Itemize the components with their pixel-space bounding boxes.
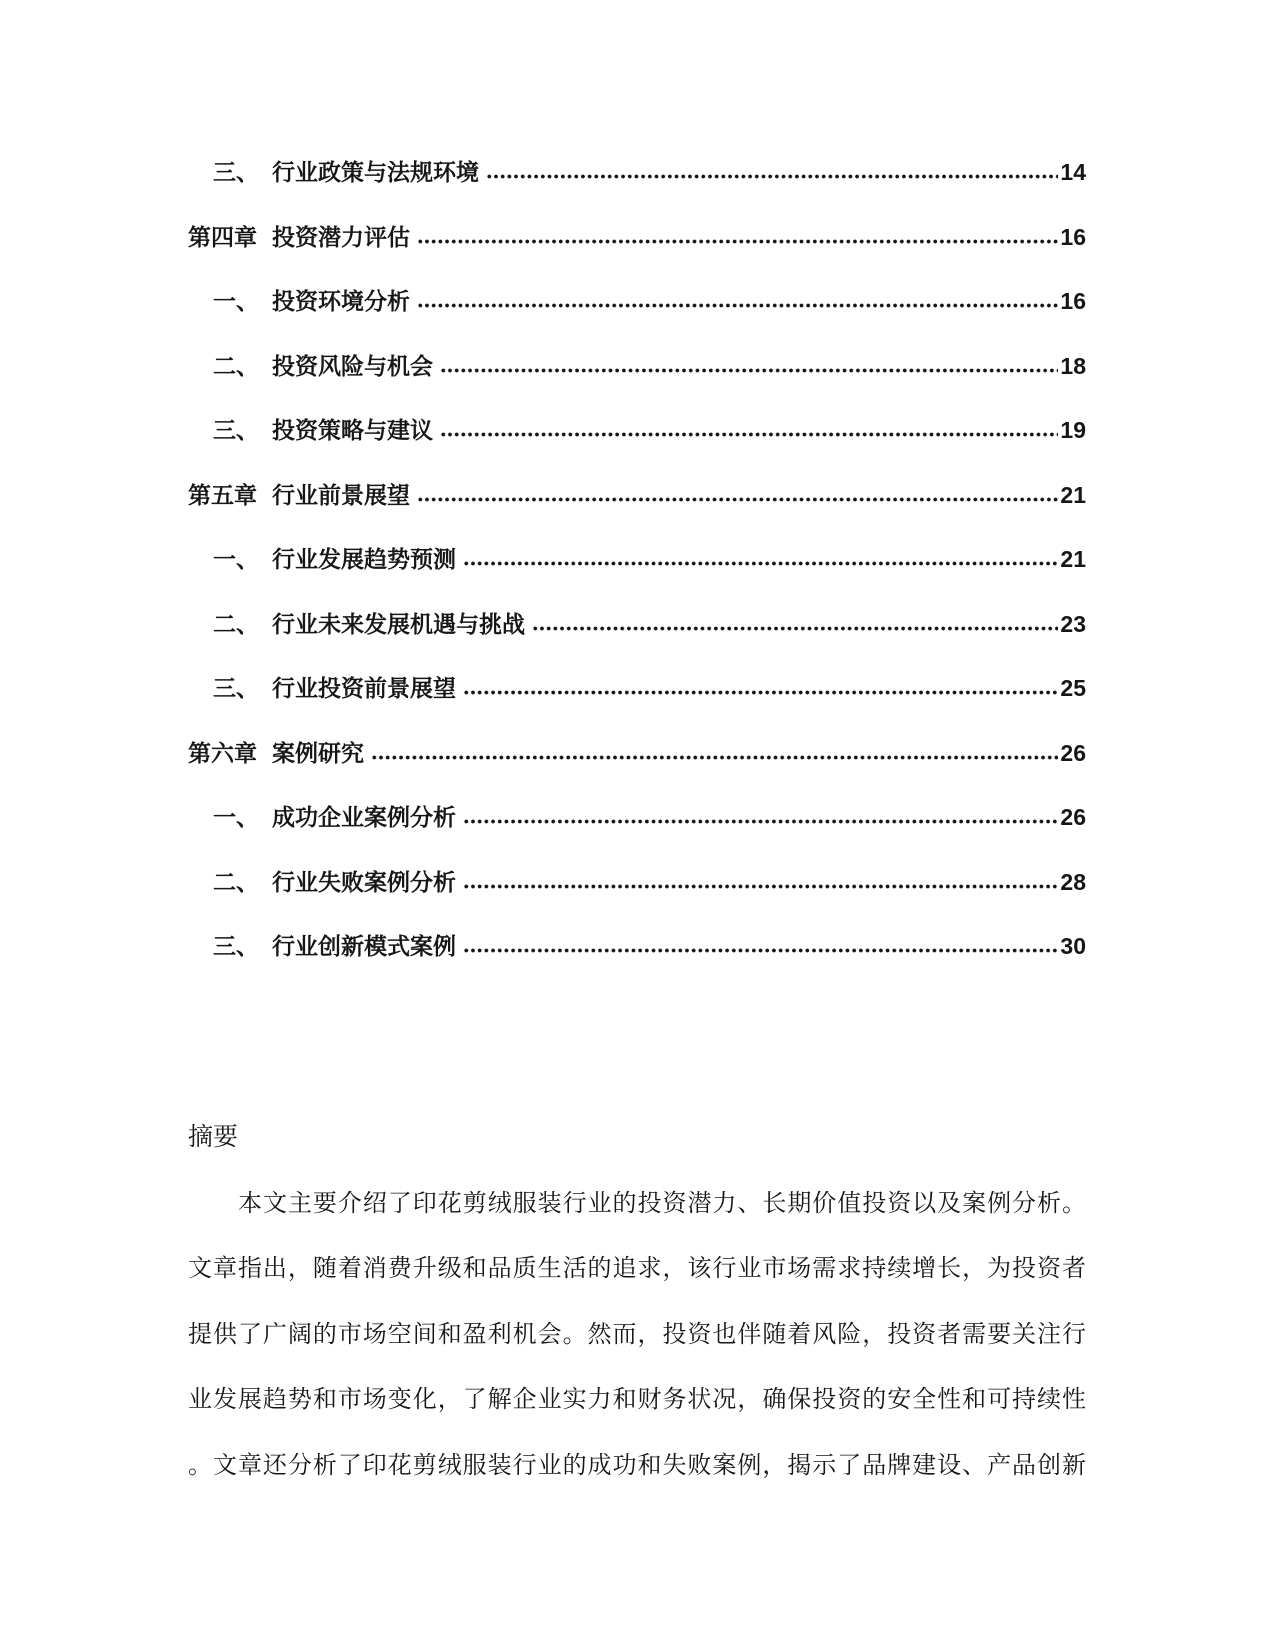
toc-leader-dots (417, 302, 1058, 309)
toc-leader-dots (463, 947, 1058, 954)
toc-leader-dots (463, 883, 1058, 890)
toc-entry[interactable] (188, 334, 1086, 399)
toc-leader-dots (440, 367, 1058, 374)
toc-entry[interactable] (188, 850, 1086, 915)
toc-leader-dots (532, 625, 1058, 632)
toc-entry-title: 行业创新模式案例 (272, 933, 456, 959)
table-of-contents (188, 140, 1086, 979)
toc-entry-title: 行业投资前景展望 (272, 675, 456, 701)
toc-entry-number: 一、 (213, 288, 259, 314)
toc-entry-number: 一、 (213, 804, 259, 830)
toc-entry-number: 第四章 (188, 223, 257, 250)
toc-entry-number: 一、 (213, 546, 259, 572)
toc-leader-dots (463, 689, 1058, 696)
abstract-section (188, 1105, 1086, 1498)
toc-leader-dots (371, 754, 1058, 761)
toc-entry-page: 14 (1060, 159, 1086, 185)
toc-entry-page: 18 (1060, 352, 1086, 379)
toc-leader-dots (463, 818, 1058, 825)
toc-entry-title: 行业失败案例分析 (272, 868, 456, 895)
toc-entry-page: 21 (1060, 481, 1086, 508)
toc-entry-title: 投资风险与机会 (272, 352, 433, 379)
abstract-paragraph-line: 业发展趋势和市场变化，了解企业实力和财务状况，确保投资的安全性和可持续性 (188, 1386, 1086, 1413)
toc-entry-number: 第六章 (188, 739, 257, 766)
toc-entry[interactable] (188, 205, 1086, 270)
toc-leader-dots (486, 173, 1058, 180)
toc-entry-page: 16 (1060, 288, 1086, 314)
abstract-paragraph-line: 。文章还分析了印花剪绒服装行业的成功和失败案例，揭示了品牌建设、产品创新 (188, 1451, 1086, 1479)
toc-entry-page: 21 (1060, 546, 1086, 572)
toc-entry[interactable] (188, 463, 1086, 528)
toc-entry-title: 投资潜力评估 (272, 223, 410, 250)
toc-entry-title: 行业政策与法规环境 (272, 159, 479, 185)
toc-entry-page: 26 (1060, 804, 1086, 830)
toc-entry-page: 25 (1060, 675, 1086, 701)
toc-entry[interactable] (188, 269, 1086, 334)
toc-entry-page: 19 (1060, 417, 1086, 443)
toc-entry-number: 三、 (213, 417, 259, 443)
toc-entry-number: 二、 (213, 868, 259, 895)
toc-leader-dots (417, 238, 1058, 245)
toc-entry-title: 案例研究 (272, 739, 364, 766)
abstract-body (188, 1171, 1086, 1499)
abstract-paragraph-line: 本文主要介绍了印花剪绒服装行业的投资潜力、长期价值投资以及案例分析。 (238, 1189, 1086, 1217)
abstract-paragraph-line: 提供了广阔的市场空间和盈利机会。然而，投资也伴随着风险，投资者需要关注行 (188, 1320, 1086, 1348)
toc-entry-number: 二、 (213, 352, 259, 379)
toc-leader-dots (463, 560, 1058, 567)
abstract-heading: 摘要 (188, 1123, 239, 1151)
toc-entry[interactable] (188, 398, 1086, 463)
toc-entry-title: 行业前景展望 (272, 481, 410, 508)
toc-entry-page: 16 (1060, 223, 1086, 250)
toc-entry-page: 30 (1060, 933, 1086, 959)
toc-entry-page: 28 (1060, 868, 1086, 895)
toc-entry-title: 行业发展趋势预测 (272, 546, 456, 572)
toc-entry-number: 三、 (213, 159, 259, 185)
toc-leader-dots (417, 496, 1058, 503)
toc-entry[interactable] (188, 785, 1086, 850)
toc-entry-title: 行业未来发展机遇与挑战 (272, 610, 525, 637)
toc-entry-title: 投资环境分析 (272, 288, 410, 314)
abstract-paragraph-line: 文章指出，随着消费升级和品质生活的追求，该行业市场需求持续增长，为投资者 (188, 1255, 1086, 1282)
toc-entry[interactable] (188, 656, 1086, 721)
toc-entry[interactable] (188, 914, 1086, 979)
toc-entry[interactable] (188, 140, 1086, 205)
toc-entry-title: 成功企业案例分析 (272, 804, 456, 830)
toc-entry-number: 二、 (213, 610, 259, 637)
toc-entry[interactable] (188, 592, 1086, 657)
toc-entry-page: 26 (1060, 739, 1086, 766)
toc-entry[interactable] (188, 721, 1086, 786)
toc-entry-title: 投资策略与建议 (272, 417, 433, 443)
toc-leader-dots (440, 431, 1058, 438)
toc-entry-number: 三、 (213, 933, 259, 959)
toc-entry-number: 三、 (213, 675, 259, 701)
toc-entry-page: 23 (1060, 610, 1086, 637)
toc-entry[interactable] (188, 527, 1086, 592)
toc-entry-number: 第五章 (188, 481, 257, 508)
